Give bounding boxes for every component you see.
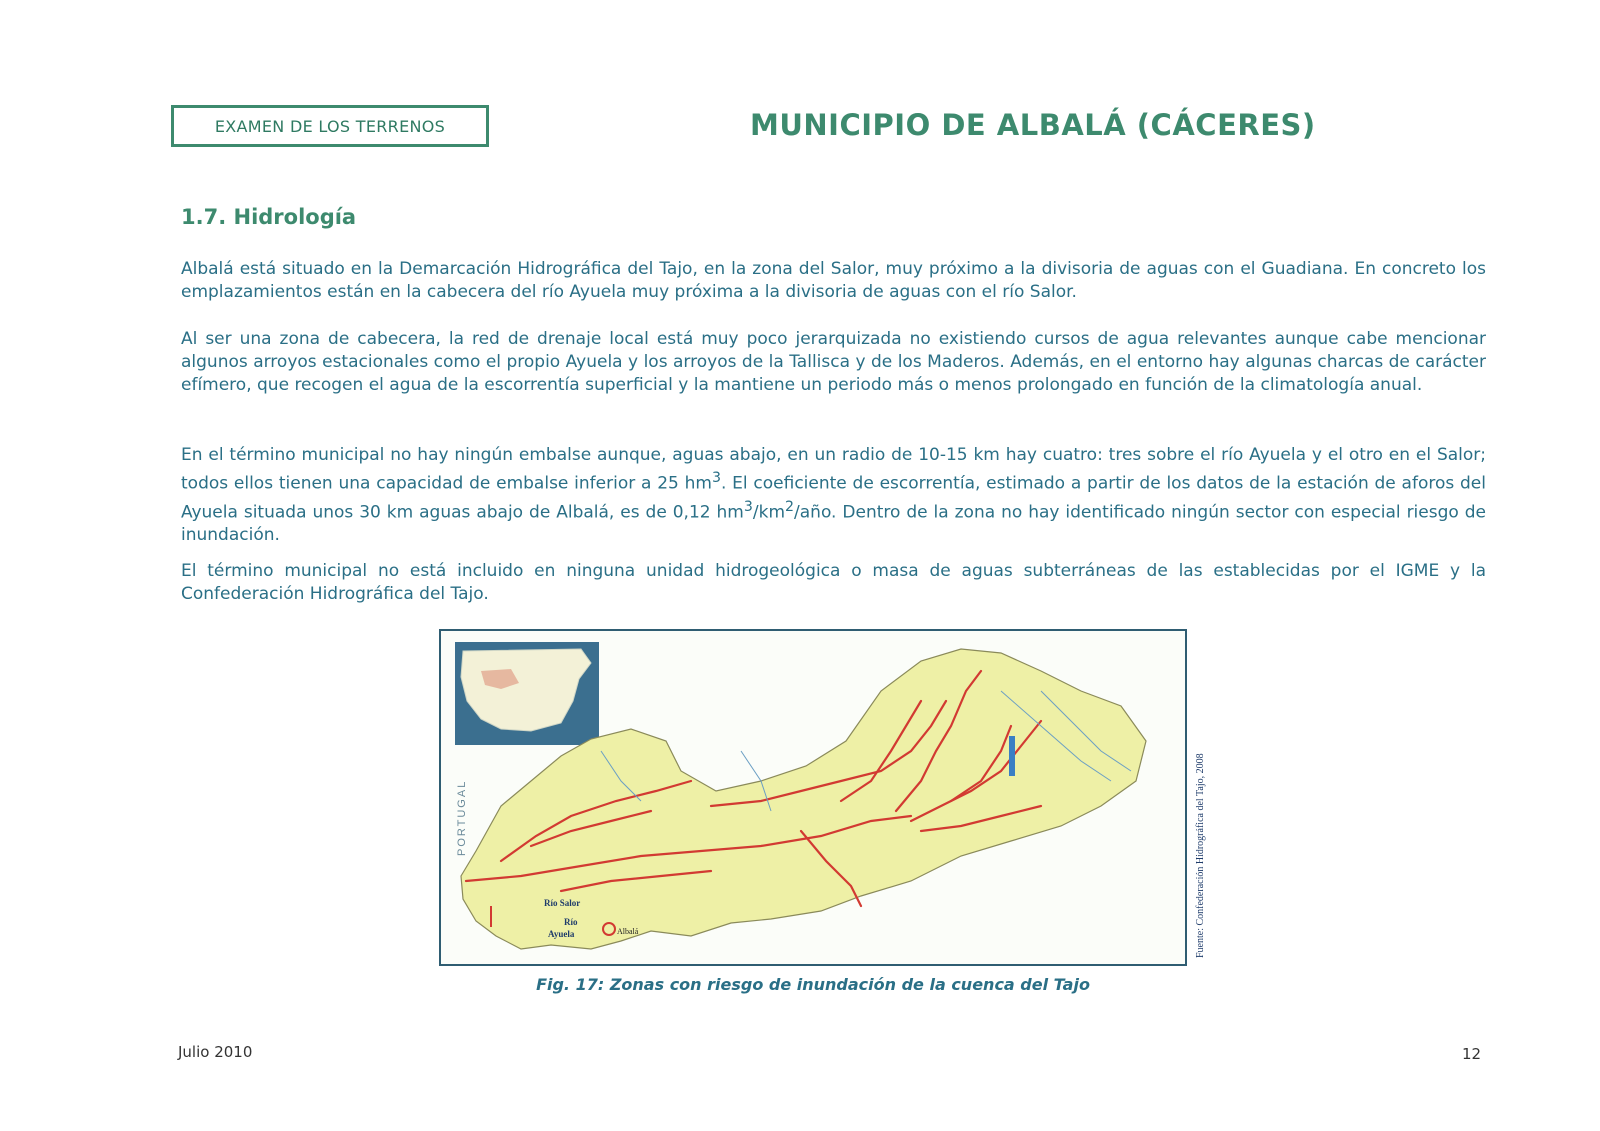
paragraph-4: El término municipal no está incluido en ninguna unidad hidrogeológica o masa de aguas subterráneas de las establecidas por el IGME y la Confederación Hidrográfica del Tajo. — [181, 561, 1486, 604]
figure-caption: Fig. 17: Zonas con riesgo de inundación de la cuenca del Tajo — [536, 975, 1090, 994]
label-albala: Albalá — [617, 927, 639, 936]
label-rio: Río — [564, 917, 578, 927]
map-source-credit: Fuente: Confederación Hidrográfica del Tajo, 2008 — [1195, 753, 1206, 958]
superscript-3-b: 3 — [743, 498, 753, 515]
paragraph-1: Albalá está situado en la Demarcación Hidrográfica del Tajo, en la zona del Salor, muy próximo a la divisoria de aguas con el Guadiana. En concreto los emplazamientos están en la cabecera del río Ayuela muy próxima a la divisoria de aguas con el río Salor. — [181, 259, 1486, 302]
map-graphic — [441, 631, 1187, 966]
tajo-basin-map — [439, 629, 1187, 966]
label-rio-salor: Río Salor — [544, 898, 581, 908]
footer-date: Julio 2010 — [178, 1043, 253, 1061]
superscript-2: 2 — [785, 498, 795, 515]
paragraph-3-part-a: En el término municipal no hay ningún embalse aunque, aguas abajo, en un radio de 10-15 km hay cuatro: tres sobre el río Ayuela y el otro en el Salor; todos ellos tienen una capacidad de embalse inferior a 25 hm — [181, 445, 1486, 494]
section-heading: 1.7. Hidrología — [181, 205, 357, 229]
reservoir-entrepenas — [1009, 736, 1015, 776]
section-label-box — [171, 105, 489, 147]
paragraph-2: Al ser una zona de cabecera, la red de drenaje local está muy poco jerarquizada no existiendo cursos de agua relevantes aunque cabe mencionar algunos arroyos estacionales como el propio Ayuela y los arroyos de la Tallisca y de los Maderos. Además, en el entorno hay algunas charcas de carácter efímero, que recogen el agua de la escorrentía superficial y la mantiene un periodo más o menos prolongado en función de la climatología anual. — [181, 329, 1486, 395]
page-title: MUNICIPIO DE ALBALÁ (CÁCERES) — [750, 108, 1316, 142]
portugal-label: PORTUGAL — [456, 779, 468, 856]
section-label: EXAMEN DE LOS TERRENOS — [214, 116, 446, 136]
label-ayuela: Ayuela — [548, 929, 575, 939]
paragraph-3-part-b: . El coeficiente de escorrentía, estimado a partir de los datos de la estación de aforos del Ayuela situada unos 30 km aguas abajo de Albalá, es de 0,12 hm — [181, 473, 1486, 523]
paragraph-3 — [181, 444, 1486, 547]
paragraph-3-part-c: /km — [752, 502, 786, 523]
paragraph-3-part-d: /año. Dentro de la zona no hay identificado ningún sector con especial riesgo de inundación. — [181, 502, 1486, 546]
page-number: 12 — [1462, 1045, 1482, 1063]
superscript-3: 3 — [711, 470, 721, 486]
